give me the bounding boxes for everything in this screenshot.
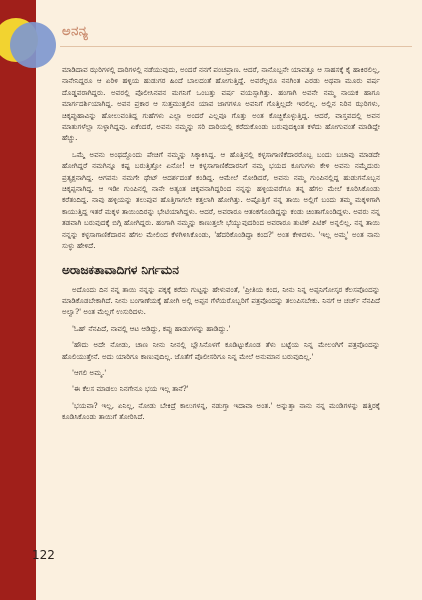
blue-circle-decoration [10,22,56,68]
body-paragraph: ಒಮ್ಮೆ ಅವನು ಅಂಥದ್ದೊಂದು ಪೇಚಿಗೆ ನಮ್ಮನ್ನು ಸಿಕ್ಕಾಕಿಸಿದ್ದ. ಆ ಹೊತ್ತಿನಲ್ಲಿ ಕಳ್ಳಸಾಗಾಣಿಕೆದಾರರೊಬ್ಬ ಬಂದು ಬಚಾವು ಮಾಡದೇ ಹೋಗಿದ್ದರೆ ನಮಗಿನ್ನೂ ಕಷ್ಟ ಬರುತ್ತಿತ್ತೋ ಏನೋ! ಆ ಕಳ್ಳಸಾಗಾಣಿಕೆದಾರನಿಗೆ ನಮ್ಮ ಭಯದ ಕೂಗುಗಳು ಕೇಳಿ ಅವನು ನಮ್ಮೆದುರು ಪ್ರತ್ಯಕ್ಷನಾಗಿದ್ದ. ಆಗವನು ನಮಗೇ ಥೇಟ್ ಆದರ್ಶದಂತೆ ಕಂಡಿದ್ದ. ಆಮೇಲೆ ನೋಡಿದರೆ, ಅವನು ನಮ್ಮ ಗುಂಪಿನಲ್ಲಿದ್ದ ಹುಡುಗನೊಬ್ಬನ ಚಿಕ್ಕಪ್ಪನಾಗಿದ್ದ. ಆ ಇಡೀ ಗುಂಪಿನಲ್ಲಿ ನಾನೇ ಅತ್ಯಂತ ಚಿಕ್ಕವನಾಗಿದ್ದರಿಂದ ನನ್ನನ್ನು ಹಳ್ಳಿಯವರೆಗೂ ತನ್ನ ಹೆಗಲ ಮೇಲೆ ಕೂರಿಸಿಕೊಂಡು ಕರೆತಂದಿದ್ದ. ನಾವು ಹಳ್ಳಿಯನ್ನು ತಲುಪುವ ಹೊತ್ತಿಗಾಗಲೇ ಕತ್ತಲಾಗಿ ಹೋಗಿತ್ತು. ಅಷ್ಟೊತ್ತಿಗೆ ನನ್ನ ತಾಯಿ ಅಲ್ಲಿಗೆ ಬಂದು ತಮ್ಮ ಮಕ್ಕಳಿಗಾಗಿ ಕಾಯುತ್ತಿದ್ದ ಇತರೆ ಮಕ್ಕಳ ತಾಯಿಂದಿರನ್ನು ಭೇಟಿಯಾಗಿದ್ದಳು. ಆದರೆ, ಅವರಾರೂ ಆತಂಕಗೊಂಡಿದ್ದನ್ನು ಕಂಡು ಚಿಂತಾಗೊಂಡಿದ್ದಳು. ಅವರು ನನ್ನ ತಡವಾಗಿ ಬರುವುದಕ್ಕೆ ಬಿಗ್ಗಿ ಹೋಗಿದ್ದರು. ಹಂಗಾಗಿ ನಮ್ಮನ್ನು ಕಾಣುತ್ತಲೇ ಭೆಯ್ಯುವುದರಿಂದ ಅವರಾರೂ ತುಟಿಕ್ ಪಿಟಿಕ್ ಅನ್ನಲಿಲ್ಲ. ನನ್ನ ತಾಯಿ ನನ್ನನ್ನು ಕಳ್ಳಸಾಗಾಣಿಕೆದಾರನ ಹೆಗಲ ಮೇಲಿಂದ ಕೆಳಗಿಳಿಸಿಕೊಂಡು, 'ಹೆದರಿಕೊಂಡಿದ್ದಾ ಕಂದ?' ಅಂತ ಕೇಳಿದಳು. 'ಇಲ್ಲ ಅಮ್ಮ' ಅಂತ ನಾನು ಸುಳ್ಳು ಹೇಳಿದೆ. [62,149,380,251]
dialogue-line: 'ಭಯವಾ? ಇಲ್ಲ, ಏನಿಲ್ಲ, ನೋಡು ಬೇಕಿದ್ರೆ ಕಾಲುಗಳನ್ನ, ನಡುಗ್ತಾ ಇದಾವಾ ಅಂತ.' ಅನ್ನುತ್ತಾ ನಾನು ನನ್ನ ಮಂಡಿಗಳನ್ನು ಹತ್ತಿರಕ್ಕೆ ಕೂಡಿಸಿಕೊಂಡು ತಾಯಿಗೆ ತೋರಿಸಿದೆ. [62,400,380,422]
page-body [62,64,380,428]
section-heading: ಅರಾಜಕತಾವಾದಿಗಳ ನಿರ್ಗಮನ [62,262,179,277]
header-divider [60,46,412,47]
dialogue-line: 'ಆಗಲಿ ಅಮ್ಮ.' [72,367,107,377]
running-header-title: ಅನನ್ಯ [62,24,89,39]
dialogue-line: 'ಓಹ್ ನೆನಪಿದೆ, ನಾವಲ್ಲಿ ಆಟ ಆಡಿದ್ದು, ಕಪ್ಪು ಹಾಡುಗಳನ್ನು ಹಾಡಿದ್ದು.' [72,323,231,333]
page-number: 122 [32,548,55,562]
left-spine-bar [0,0,36,600]
dialogue-line: 'ಹೌದು ಅದೇ ನೋಡು, ಚಾಣ ನೀನು ನೀನಲ್ಲಿ ಬ್ಲೌಸಿನೊಳಗೆ ಕೂಡಿಟ್ಟುಕೊಂಡ ತೆಳು ಬಟ್ಟೆಯ ನಿನ್ನ ಮೇಲಂಗಿಗೆ ಪತ್ರವೊಂದನ್ನು ಹೊಲಿಯುತ್ತೇನೆ. ಅದು ಯಾರಿಗೂ ಕಾಣುವುದಿಲ್ಲ. ಜೊತೆಗೆ ಪೊಲೀಸರಿಗೂ ನಿನ್ನ ಮೇಲೆ ಅನುಮಾನ ಬರುವುದಿಲ್ಲ.' [62,340,380,361]
dialogue-line: 'ಈ ಕೆಲಸ ಮಾಡಲು ನಿನಗೇನೂ ಭಯ ಇಲ್ಲ ತಾನೆ?' [72,384,189,394]
body-paragraph: ಮಾಡಿದಾವ ಝರಿಗಳಲ್ಲಿ ದಾರಿಗಳಲ್ಲಿ ನಡೆಯುವುದು, ಅಂದರೆ ನನಗೆ ಪಂಚಪ್ರಾಣ. ಆದರೆ, ನಾನೊಬ್ಬನೇ ಯಾವತ್ತೂ ಆ ಸಾಹಸಕ್ಕೆ ಕೈ ಹಾಕಿರಲಿಲ್ಲ, ನಾನೇನಿದ್ದರೂ ಆ ಏರಿಳಿ ಹಳ್ಳಿಯ ಹುಡುಗರ ಹಿಂದೆ ಬಾಲದಂತೆ ಹೋಗುತ್ತಿದ್ದೆ. ಅವರೆಲ್ಲರೂ ನನಗಿಂತ ಎರಡು ಅಥವಾ ಮೂರು ವರ್ಷ ದೊಡ್ಡವರಾಗಿದ್ದರು. ಅವರಲ್ಲಿ ಪೊಲೀಸಿನವನ ಮಗನಿಗೆ ಒಂಬತ್ತು ವರ್ಷ ವಯಸ್ಸಾಗಿತ್ತು. ಹಂಗಾಗಿ ಅವನೇ ನಮ್ಮ ನಾಯಕ ಹಾಗೂ ಮಾರ್ಗದರ್ಶಿಯಾಗಿದ್ದ. ಅವನ ಪ್ರಕಾರ ಆ ಸುತ್ತಮುತ್ತಲಿನ ಯಾವ ಜಾಗಗಳೂ ಅವನಿಗೆ ಗೊತ್ತಿಲ್ಲದೇ ಇರಲಿಲ್ಲ. ಅಲ್ಲಿನ ನಿರಿನ ಝರಿಗಳು, ಚಿಕ್ಕಪ್ಪುಹಾವಿನ್ನು ಹೋಲುವಂತಿದ್ದ ಗುಹೆಗಳು ಎಲ್ಲಾ ಅಂದರೆ ಎಲ್ಲವೂ ಗೊತ್ತು ಅಂತ ಕೊಚ್ಚಿಕೊಳ್ಳುತ್ತಿದ್ದ. ಆದರೆ, ವಾಸ್ತವದಲ್ಲಿ ಅವನ ಮಾತುಗಳೆಲ್ಲಾ ಸುಳ್ಳಾಗಿದ್ದವು. ಏಕೆಂದರೆ, ಅವನು ನಮ್ಮನ್ನು ಸರಿ ದಾರಿಯಲ್ಲಿ ಕರೆದುಕೊಂಡು ಬರುವುದಕ್ಕಿಂತ ಕಳೆದು ಹೋಗುವಂತೆ ಮಾಡಿದ್ದೇ ಹೆಚ್ಚು. [62,65,380,143]
body-paragraph: ಅದೊಂದು ದಿನ ನನ್ನ ತಾಯಿ ನನ್ನನ್ನು ಪಕ್ಕಕ್ಕೆ ಕರೆದು ಗುಟ್ಟನ್ನು ಹೇಳುವಂತೆ, 'ಪ್ರೀತಿಯ ಕಂದ, ನೀನು ನಿನ್ನ ಅಪ್ಪನಿಗೋಸ್ಕರ ಕೆಲಸವೊಂದನ್ನು ಮಾಡಿಕೊಡಬೇಕಾಗಿದೆ. ನೀನು ಬಂಗಾಣೆಯಕ್ಕೆ ಹೋಗಿ ಅಲ್ಲಿ ಅಪ್ಪನ ಗೆಳೆಯರೊಬ್ಬರಿಗೆ ಪತ್ರವೊಂದನ್ನು ತಲುಪಿಸಬೇಕು. ನಿನಗೆ ಆ ಚರ್ಚ್ ನೆನಪಿದೆ ಅಲ್ವಾ?' ಅಂತ ಮೆಲ್ಲಗೆ ಉಸುರಿದಳು. [62,284,380,317]
